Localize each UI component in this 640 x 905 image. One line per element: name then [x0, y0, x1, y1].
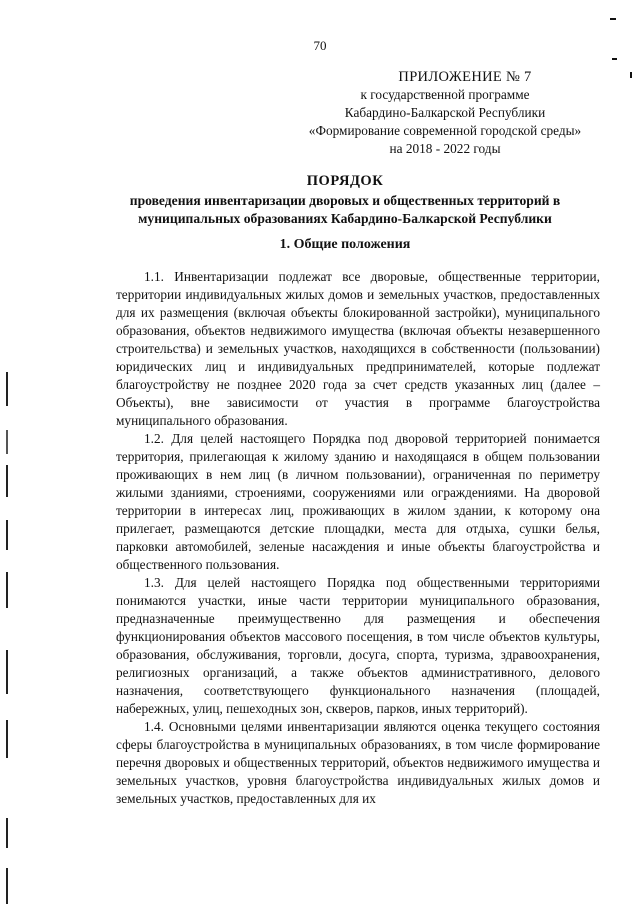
binding-mark [6, 372, 8, 406]
appendix-line: Кабардино-Балкарской Республики [344, 105, 546, 120]
scan-mark [612, 58, 617, 60]
body-text [116, 268, 600, 808]
document-subtitle: муниципальных образованиях Кабардино-Балкарской Республики [138, 211, 552, 226]
binding-mark [6, 572, 8, 608]
paragraph: 1.2. Для целей настоящего Порядка под дворовой территорией понимается территория, прилегающая к жилому зданию и находящаяся в общем пользовании проживающих в нем лиц (в личном пользовании), ограниченная по периметру жилыми зданиями, строениями, сооружениями или ограждениями. На дворовой территории в интересах лиц, проживающих в жилом здании, к которому она прилегает, размещаются детские площадки, места для отдыха, сушки белья, парковки автомобилей, зеленые насаждения и иные объекты благоустройства и общественного пользования. [116, 431, 600, 572]
document-title: ПОРЯДОК [306, 173, 384, 189]
paragraph: 1.1. Инвентаризации подлежат все дворовые, общественные территории, территории индивидуальных жилых домов и земельных участков, предоставленных для их размещения (включая объекты блокированной застройки), муниципального образования, объектов недвижимого имущества (включая объекты незавершенного строительства) и земельных участков, находящихся в собственности (пользовании) юридических лиц и индивидуальных предпринимателей, которые подлежат благоустройству не позднее 2020 года за счет средств указанных лиц (далее – Объекты), вне зависимости от участия в программе благоустройства муниципального образования. [116, 269, 600, 428]
scan-mark [610, 18, 616, 20]
appendix-line: на 2018 - 2022 годы [389, 141, 501, 156]
binding-mark [6, 430, 8, 454]
binding-mark [6, 650, 8, 694]
binding-mark [6, 465, 8, 497]
document-subtitle: проведения инвентаризации дворовых и общественных территорий в [129, 193, 561, 208]
appendix-line: «Формирование современной городской среды» [308, 123, 582, 138]
scan-mark [630, 72, 632, 78]
section-heading: 1. Общие положения [279, 237, 411, 252]
binding-mark [6, 818, 8, 848]
appendix-block [280, 68, 610, 158]
binding-mark [6, 520, 8, 550]
document-title-block [95, 172, 595, 228]
appendix-line: к государственной программе [360, 87, 530, 102]
page-number: 70 [313, 38, 327, 53]
binding-mark [6, 868, 8, 904]
appendix-title: ПРИЛОЖЕНИЕ № 7 [398, 69, 532, 85]
binding-mark [6, 720, 8, 758]
paragraph: 1.4. Основными целями инвентаризации являются оценка текущего состояния сферы благоустройства в муниципальных образованиях, в том числе формирование перечня дворовых и общественных территорий, объектов недвижимого имущества и земельных участков, уровня благоустройства индивидуальных жилых домов и земельных участков, предоставленных для их [116, 719, 600, 806]
paragraph: 1.3. Для целей настоящего Порядка под общественными территориями понимаются участки, иные части территории муниципального образования, предназначенные преимущественно для размещения и обеспечения функционирования объектов массового посещения, в том числе объектов культуры, образования, обслуживания, торговли, досуга, спорта, туризма, здравоохранения, религиозных организаций, а также объектов административного, делового назначения, соответствующего функционального назначения (площадей, набережных, улиц, пешеходных зон, скверов, парков, иных территорий). [116, 575, 600, 716]
